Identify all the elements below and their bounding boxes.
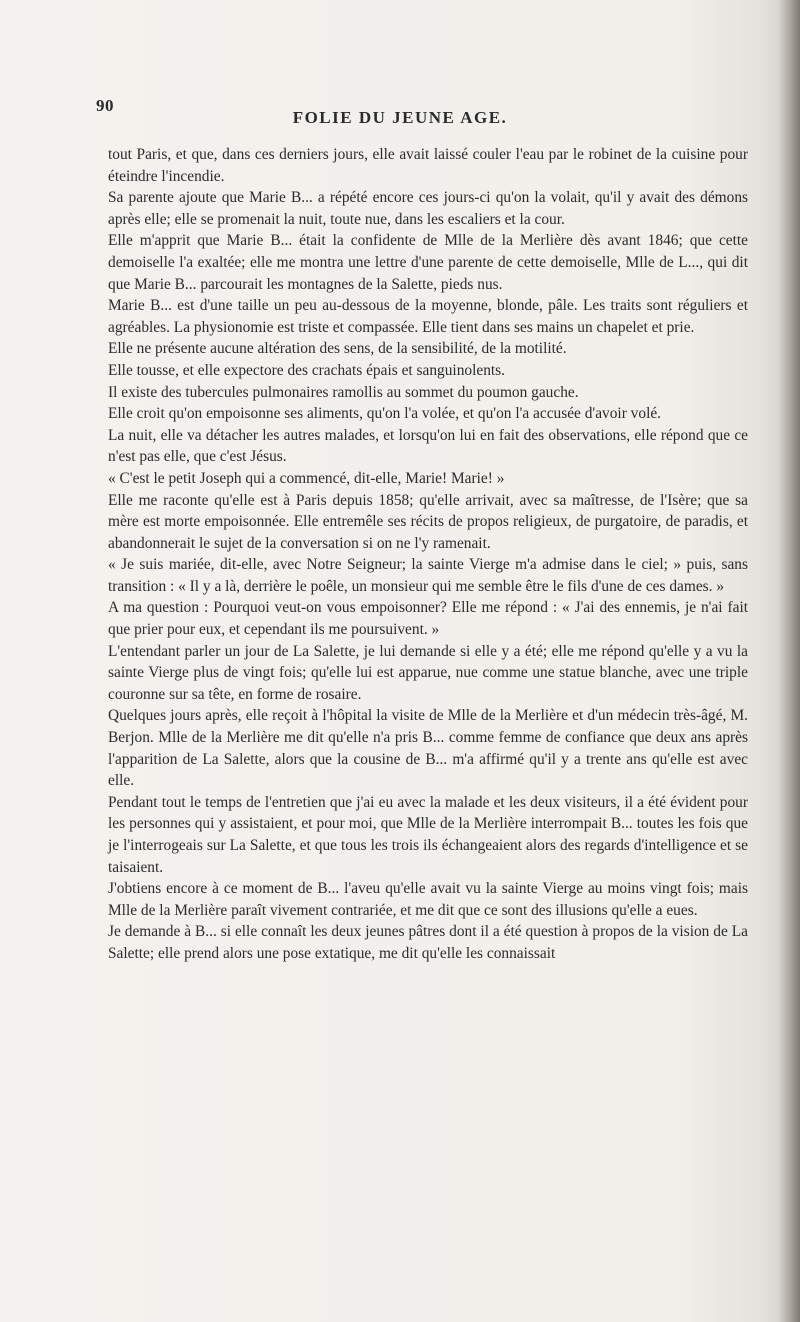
paragraph: La nuit, elle va détacher les autres malades, et lorsqu'on lui en fait des observations, elle répond que ce n'est pas elle, que c'est Jésus. xyxy=(108,426,748,466)
paragraph: Elle tousse, et elle expectore des crachats épais et sanguinolents. xyxy=(108,361,506,379)
paragraph: Elle croit qu'on empoisonne ses aliments, qu'on l'a volée, et qu'on l'a accusée d'avoir volé. xyxy=(108,405,662,423)
paragraph: Je demande à B... si elle connaît les deux jeunes pâtres dont il a été question à propos de la vision de La Salette; elle prend alors une pose extatique, me dit qu'elle les connaissait xyxy=(108,923,748,962)
body-text xyxy=(108,144,748,965)
paragraph: J'obtiens encore à ce moment de B... l'aveu qu'elle avait vu la sainte Vierge au moins vingt fois; mais Mlle de la Merlière paraît vivement contrariée, et me dit que ce sont des illusions qu'elle a eues. xyxy=(108,880,748,919)
page-number: 90 xyxy=(96,96,114,115)
paragraph: « C'est le petit Joseph qui a commencé, dit-elle, Marie! Marie! » xyxy=(108,469,505,487)
paragraph: Elle ne présente aucune altération des sens, de la sensibilité, de la motilité. xyxy=(108,340,567,358)
paragraph: Pendant tout le temps de l'entretien que j'ai eu avec la malade et les deux visiteurs, il a été évident pour les personnes qui y assistaient, et pour moi, que Mlle de la Merlière interrompait B... toutes les fois que je l'interrogeais sur La Salette, et que tous les trois ils échangeaient alors des regards d'intelligence et se taisaient. xyxy=(108,793,748,876)
paragraph: Elle m'apprit que Marie B... était la confidente de Mlle de la Merlière dès avant 1846; que cette demoiselle l'a exaltée; elle me montra une lettre d'une parente de cette demoiselle, Mlle de L..., qui dit que Marie B... parcourait les montagnes de la Salette, pieds nus. xyxy=(108,232,748,293)
paragraph: Elle me raconte qu'elle est à Paris depuis 1858; qu'elle arrivait, avec sa maîtresse, de l'Isère; que sa mère est morte empoisonnée. Elle entremêle ses récits de propos religieux, de purgatoire, de paradis, et abandonnerait le sujet de la conversation si on ne l'y ramenait. xyxy=(108,491,748,552)
running-head: FOLIE DU JEUNE AGE. xyxy=(292,108,508,127)
page-edge-shadow xyxy=(778,0,800,1322)
paragraph: Sa parente ajoute que Marie B... a répété encore ces jours-ci qu'on la volait, qu'il y avait des démons après elle; elle se promenait la nuit, toute nue, dans les escaliers et la cour. xyxy=(108,189,748,228)
paragraph: « Je suis mariée, dit-elle, avec Notre Seigneur; la sainte Vierge m'a admise dans le ciel; » puis, sans transition : « Il y a là, derrière le poêle, un monsieur qui me semble être le fils d'une de ces dames. » xyxy=(108,556,748,595)
paragraph: Marie B... est d'une taille un peu au-dessous de la moyenne, blonde, pâle. Les traits sont réguliers et agréables. La physionomie est triste et compassée. Elle tient dans ses mains un chapelet et prie. xyxy=(108,297,748,336)
paragraph: L'entendant parler un jour de La Salette, je lui demande si elle y a été; elle me répond qu'elle y a vu la sainte Vierge plus de vingt fois; qu'elle lui est apparue, nue comme une statue blanche, avec une triple couronne sur sa tête, en forme de rosaire. xyxy=(108,642,748,703)
paragraph: Il existe des tubercules pulmonaires ramollis au sommet du poumon gauche. xyxy=(108,383,579,401)
paragraph: Quelques jours après, elle reçoit à l'hôpital la visite de Mlle de la Merlière et d'un médecin très-âgé, M. Berjon. Mlle de la Merlière me dit qu'elle n'a pris B... comme femme de confiance que deux ans après l'apparition de La Salette, alors que la cousine de B... m'a affirmé qu'il y a trente ans qu'elle est avec elle. xyxy=(108,707,748,790)
paragraph: A ma question : Pourquoi veut-on vous empoisonner? Elle me répond : « J'ai des ennemis, je n'ai fait que prier pour eux, et cependant ils me poursuivent. » xyxy=(108,599,748,639)
paragraph: tout Paris, et que, dans ces derniers jours, elle avait laissé couler l'eau par le robinet de la cuisine pour éteindre l'incendie. xyxy=(108,146,748,185)
